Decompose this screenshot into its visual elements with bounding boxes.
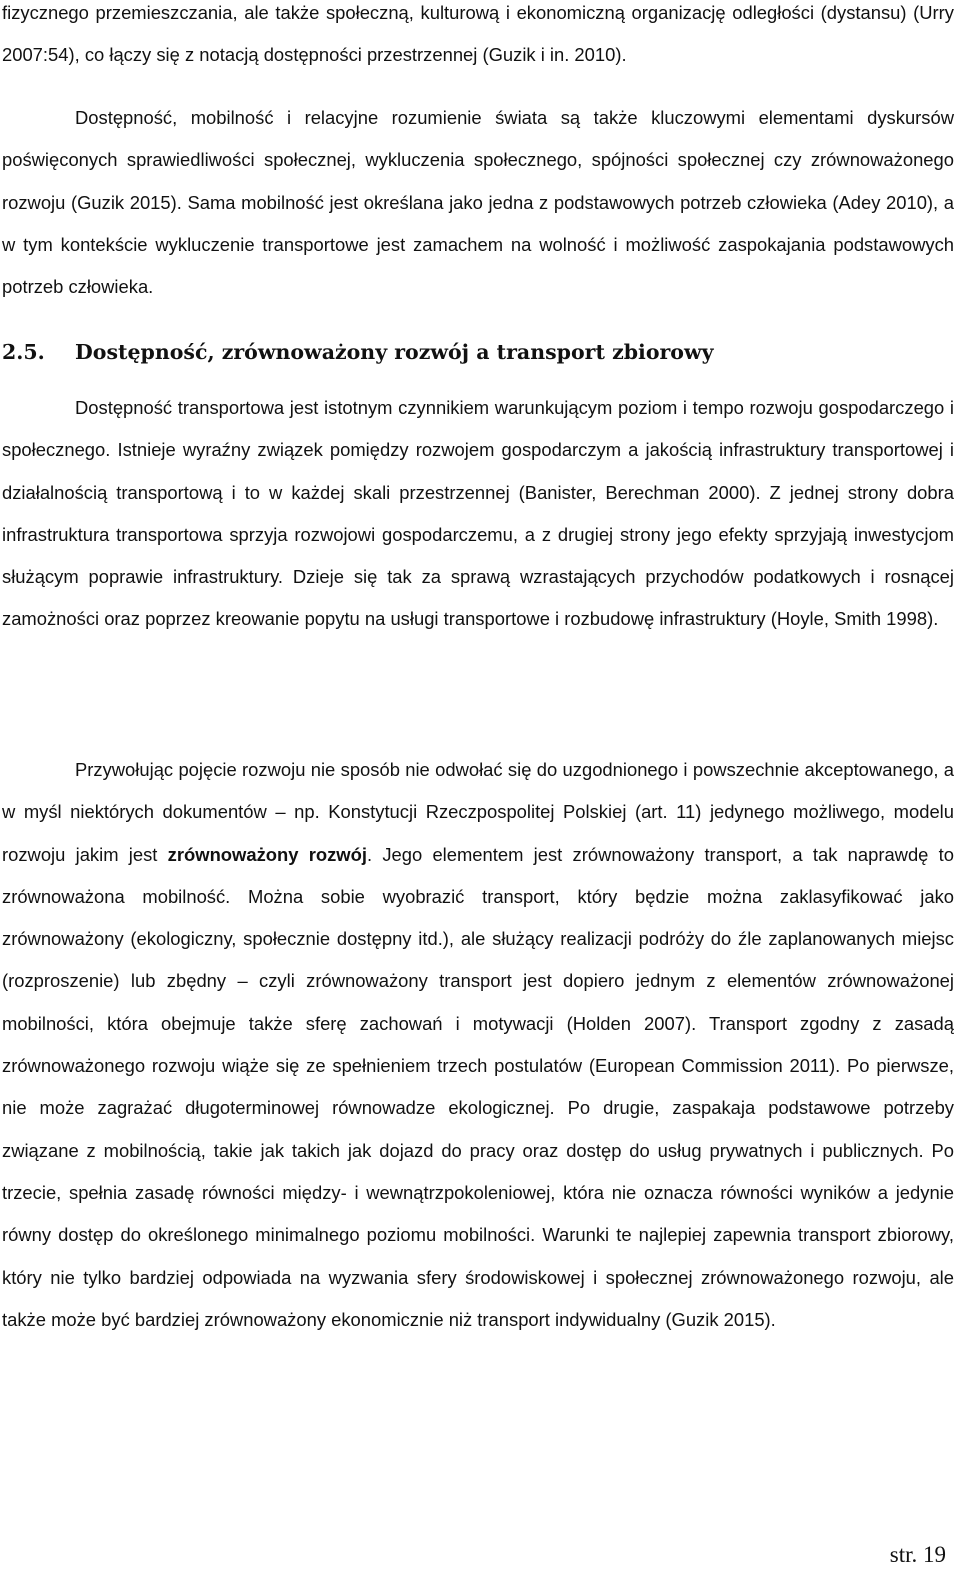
text-run: . Jego elementem jest zrównoważony transport, a tak naprawdę to zrównoważona mobilność. Można sobie wyobrazić transport, który będzie można zaklasyfikować jako zrównoważony (ekologiczny, społecznie dostępny itd.), ale służący realizacji podróży do źle zaplanowanych miejsc (rozproszenie) lub zbędny – czyli zrównoważony transport jest dopiero jednym z elementów zrównoważonej mobilności, która obejmuje także sferę zachowań i motywacji (Holden 2007). Transport zgodny z zasadą zrównoważonego rozwoju wiąże się ze spełnieniem trzech postulatów (European Commission 2011). Po pierwsze, nie może zagrażać długoterminowej równowadze ekologicznej. Po drugie, zaspakaja podstawowe potrzeby związane z mobilnością, takie jak takich jak dojazd do pracy oraz dostęp do usług prywatnych i publicznych. Po trzecie, spełnia zasadę równości między- i wewnątrzpokoleniowej, która nie oznacza równości wyników a jedynie równy dostęp do określonego minimalnego poziomu mobilności. Warunki te najlepiej zapewnia transport zbiorowy, który nie tylko bardziej odpowiada na wyzwania sfery środowiskowej i społecznej zrównoważonego rozwoju, ale także może być bardziej zrównoważony ekonomicznie niż transport indywidualny (Guzik 2015). <box>2 843 955 1330</box>
text-run: Przywołując pojęcie rozwoju nie sposób nie odwołać się do uzgodnionego i powszechnie akceptowanego, a w myśl niektórych dokumentów – np. Konstytucji Rzeczpospolitej Polskiej (art. 11) jedynego możliwego, modelu rozwoju jakim jest <box>2 759 954 865</box>
section-title: Dostępność, zrównoważony rozwój a transport zbiorowy <box>75 340 714 364</box>
paragraph-continuation <box>2 0 954 77</box>
paragraph-sustainable-development <box>2 749 954 1341</box>
paragraph-mobility <box>2 97 954 308</box>
paragraph-text: Dostępność, mobilność i relacyjne rozumienie świata są także kluczowymi elementami dyskursów poświęconych sprawiedliwości społecznej, wykluczenia społecznego, spójności społecznej czy zrównoważonego rozwoju (Guzik 2015). Sama mobilność jest określana jako jedna z podstawowych potrzeb człowieka (Adey 2010), a w tym kontekście wykluczenie transportowe jest zamachem na wolność i możliwość zaspokajania podstawowych potrzeb człowieka. <box>2 107 954 298</box>
paragraph-text: fizycznego przemieszczania, ale także społeczną, kulturową i ekonomiczną organizację odległości (dystansu) (Urry 2007:54), co łączy się z notacją dostępności przestrzennej (Guzik i in. 2010). <box>2 2 954 66</box>
section-heading <box>2 337 714 367</box>
bold-term: zrównoważony rozwój <box>167 843 367 865</box>
section-number: 2.5. <box>2 340 45 364</box>
paragraph-text: Dostępność transportowa jest istotnym czynnikiem warunkującym poziom i tempo rozwoju gospodarczego i społecznego. Istnieje wyraźny związek pomiędzy rozwojem gospodarczym a jakością infrastruktury transportowej i działalnością transportową i to w każdej skali przestrzennej (Banister, Berechman 2000). Z jednej strony dobra infrastruktura transportowa sprzyja rozwojowi gospodarczemu, a z drugiej strony jego efekty sprzyjają inwestycjom służącym poprawie infrastruktury. Dzieje się tak za sprawą wzrastających przychodów podatkowych i rosnącej zamożności oraz poprzez kreowanie popytu na usługi transportowe i rozbudowę infrastruktury (Hoyle, Smith 1998). <box>2 397 954 630</box>
page-number: str. 19 <box>889 1542 946 1567</box>
paragraph-transport-accessibility <box>2 387 954 641</box>
paragraph-text <box>2 749 954 1341</box>
